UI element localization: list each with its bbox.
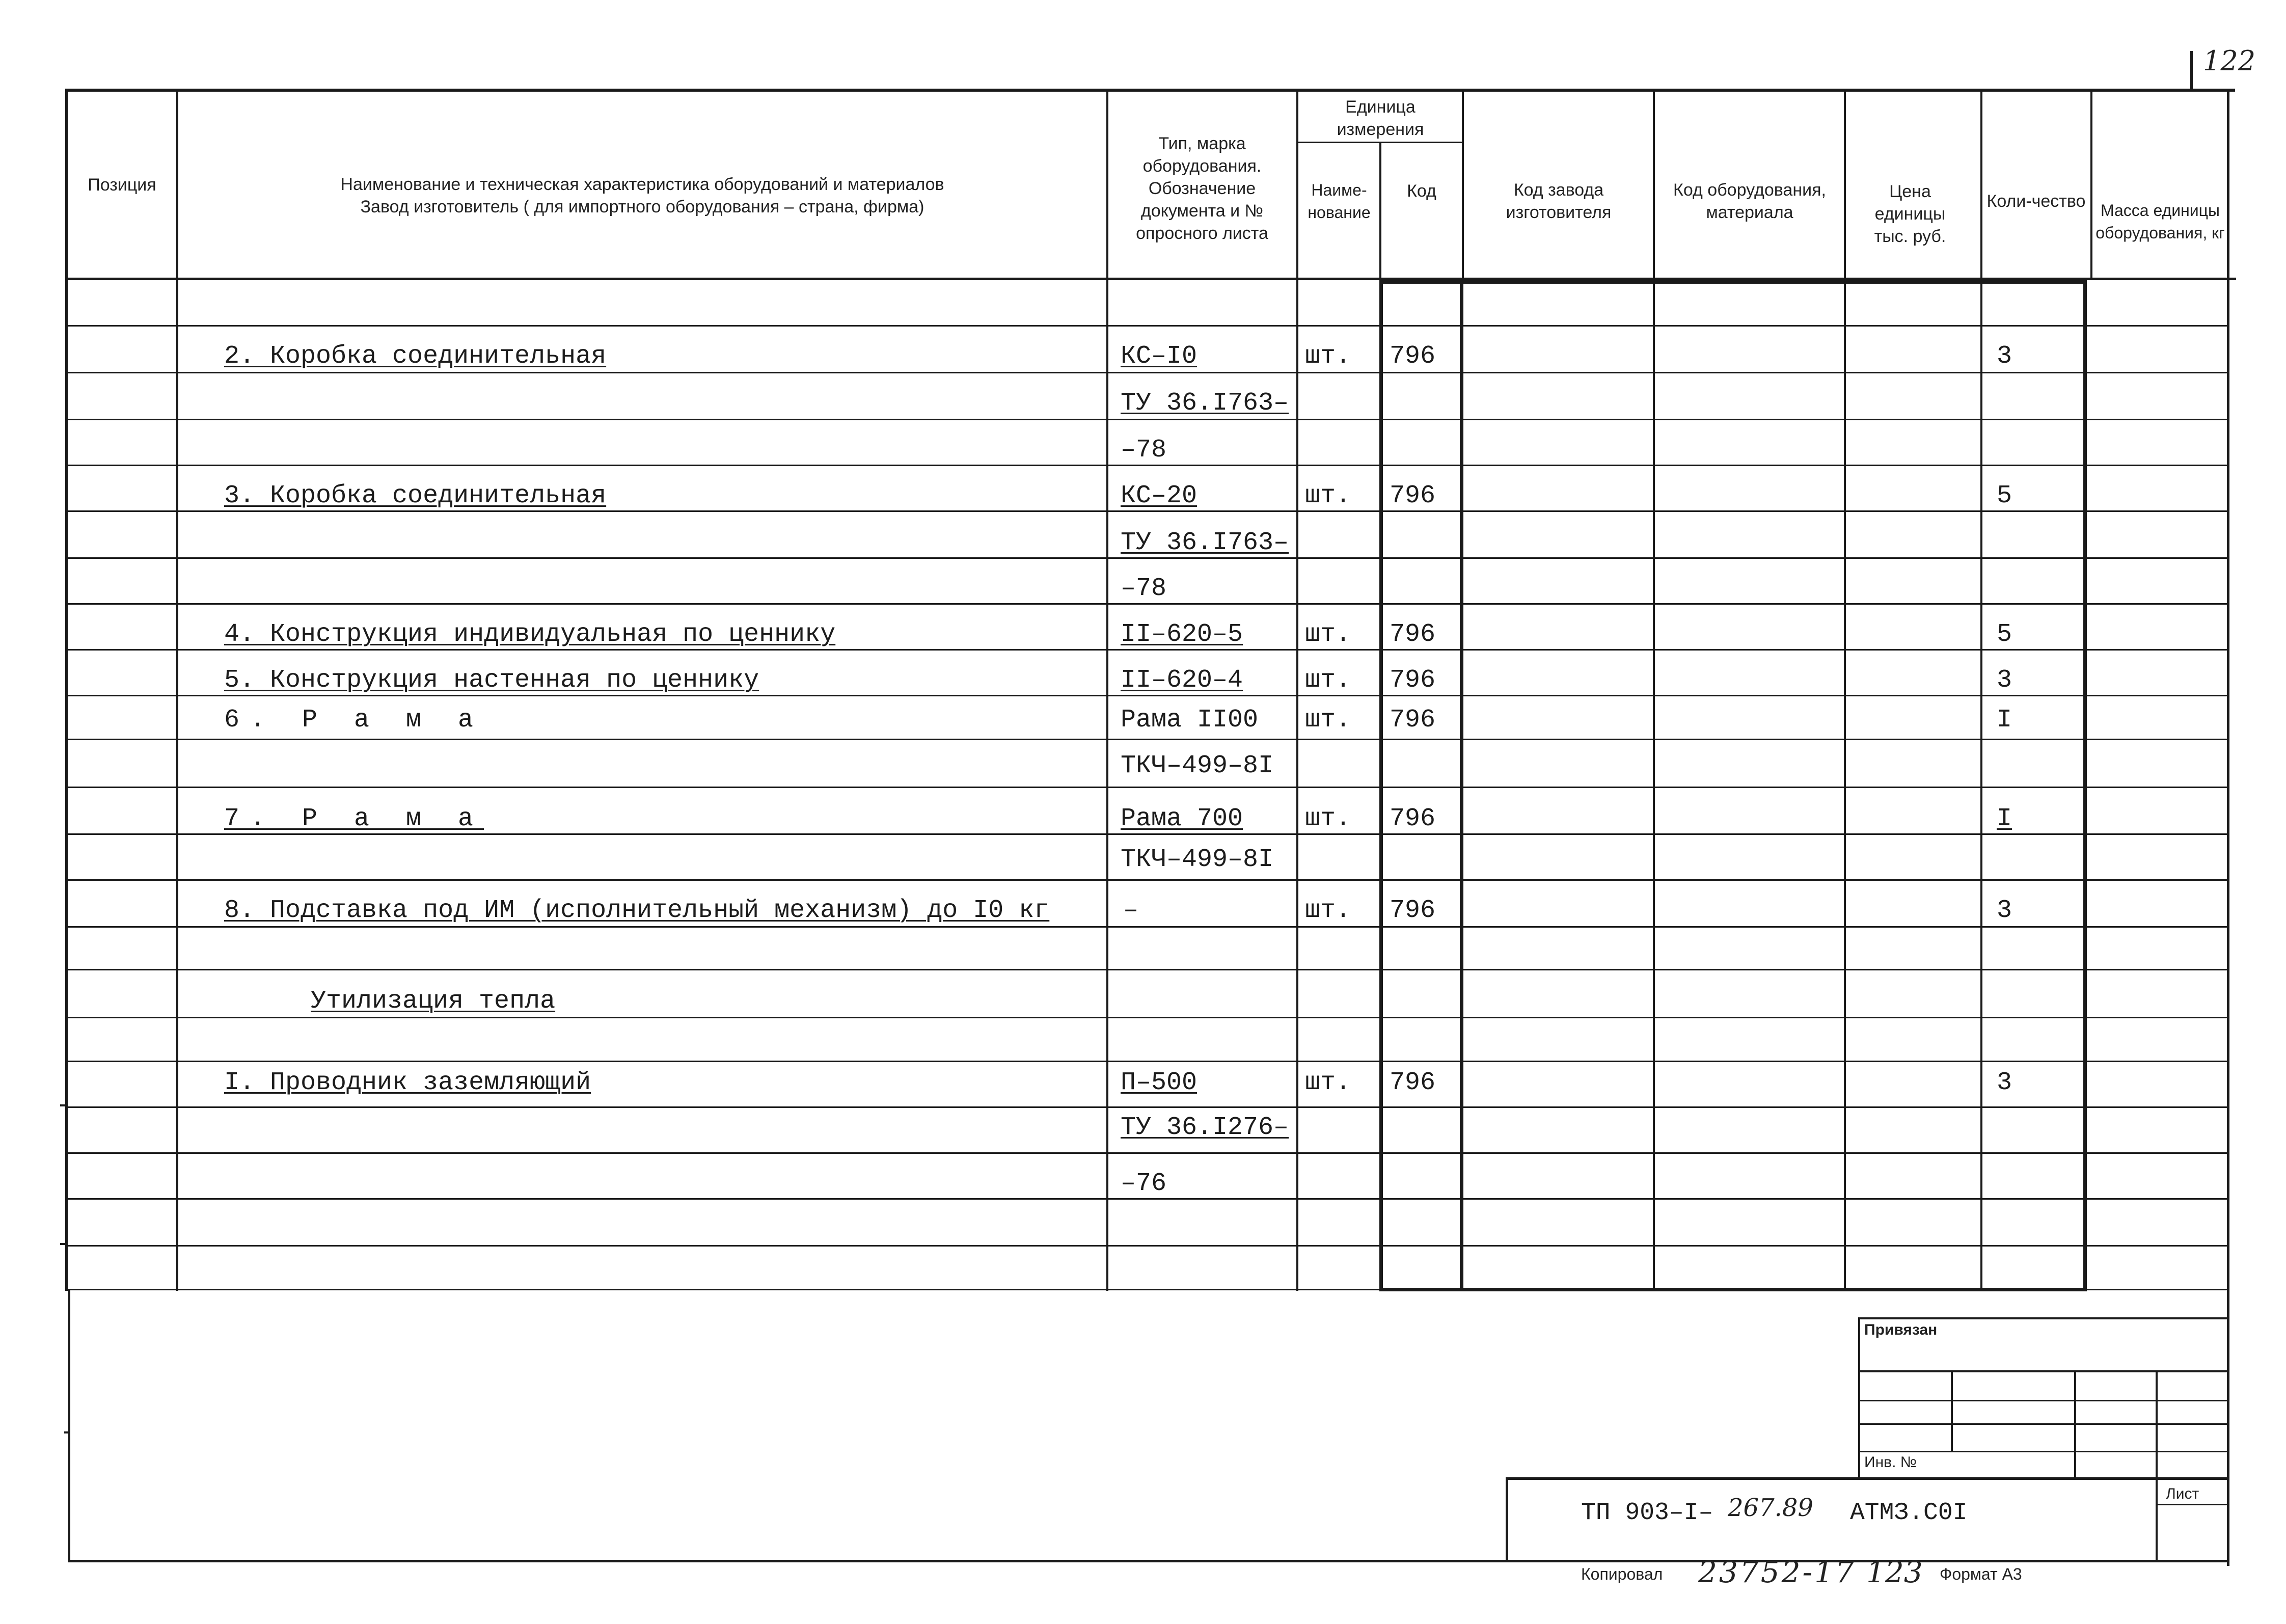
row-name: 4. Конструкция индивидуальная по ценнику (224, 620, 836, 649)
header-type: Тип, марка оборудования. Обозначение документа и № опросного листа (1136, 134, 1268, 243)
margin-tick (60, 1243, 67, 1245)
col-line-type (1296, 89, 1298, 1291)
page-number-mark (2190, 51, 2193, 91)
row-unit: шт. (1305, 1068, 1351, 1097)
docbox-sheet-divider (2156, 1479, 2158, 1562)
row-line (65, 1106, 2228, 1108)
doc-prefix: ТП 903–I– (1581, 1499, 1713, 1527)
row-type: – (1123, 896, 1139, 925)
row-type: ТУ 36.I276– (1121, 1113, 1289, 1142)
col-line-unit-code-head (1462, 89, 1464, 278)
row-name: 3. Коробка соединительная (224, 481, 607, 510)
row-code: 796 (1390, 1068, 1436, 1097)
margin-tick (64, 1431, 68, 1433)
row-code: 796 (1390, 666, 1436, 695)
format-label: Формат А3 (1940, 1565, 2022, 1583)
row-line (65, 603, 2228, 605)
header-quantity: Коли-чество (1986, 192, 2086, 211)
row-type: КС–20 (1121, 481, 1198, 510)
row-line (65, 325, 2228, 327)
col-line-unit-name (1379, 280, 1383, 1291)
row-unit: шт. (1305, 706, 1351, 735)
inv-no-label: Инв. № (1864, 1454, 1917, 1471)
col-line-price (1980, 89, 1982, 1291)
docbox-left (1506, 1477, 1508, 1562)
row-name: 2. Коробка соединительная (224, 342, 607, 371)
col-line-name (1106, 89, 1108, 1291)
stamp-left (1858, 1317, 1860, 1479)
row-line (65, 1061, 2228, 1062)
row-unit: шт. (1305, 896, 1351, 925)
row-code: 796 (1390, 706, 1436, 735)
copy-number: 23752-17 (1698, 1555, 1856, 1589)
row-unit: шт. (1305, 342, 1351, 371)
col-line-unit-code (1460, 280, 1463, 1291)
row-line (65, 557, 2228, 559)
row-qty: I (1997, 706, 2012, 735)
row-type: –78 (1121, 436, 1167, 465)
row-unit: шт. (1305, 620, 1351, 649)
row-line (65, 787, 2228, 788)
row-type: –78 (1121, 574, 1167, 603)
col-line-quantity-head (2090, 89, 2092, 278)
frame-left-lower (68, 1289, 70, 1562)
col-line-position (176, 89, 178, 1291)
stamp-top (1858, 1317, 2229, 1319)
row-line (65, 510, 2228, 512)
table-top-border (65, 89, 2235, 92)
row-qty: 3 (1997, 342, 2012, 371)
row-qty: 5 (1997, 620, 2012, 649)
row-line (65, 372, 2228, 373)
attached-label: Привязан (1864, 1321, 1938, 1338)
row-name: 6. Р а м а (224, 706, 484, 735)
doc-code: АТМЗ.С0I (1850, 1499, 1968, 1527)
row-line (65, 419, 2228, 420)
stamp-line (1858, 1370, 2229, 1372)
row-name: 8. Подставка под ИМ (исполнительный механизм) до I0 кг (224, 896, 1050, 925)
row-line (65, 1017, 2228, 1018)
row-code: 796 (1390, 896, 1436, 925)
row-type: ТУ 36.I763– (1121, 528, 1289, 557)
stamp-divider (1951, 1370, 1953, 1452)
row-type: ТКЧ–499–8I (1121, 751, 1274, 780)
row-line (65, 926, 2228, 928)
row-unit: шт. (1305, 666, 1351, 695)
doc-handwritten-number: 267.89 (1728, 1494, 1813, 1522)
header-mass: Масса единицы оборудования, кг (2096, 201, 2225, 242)
row-line (65, 1245, 2228, 1247)
row-qty: 3 (1997, 1068, 2012, 1097)
copy-page: 123 (1866, 1555, 1923, 1589)
page-number: 122 (2203, 45, 2256, 77)
row-code: 796 (1390, 481, 1436, 510)
copied-label: Копировал (1581, 1565, 1663, 1583)
row-type: Рама 700 (1121, 804, 1243, 833)
row-code: 796 (1390, 620, 1436, 649)
section-heading: Утилизация тепла (311, 987, 556, 1016)
stamp-line (1858, 1423, 2229, 1425)
row-type: Рама II00 (1121, 706, 1259, 735)
row-line (65, 1152, 2228, 1154)
col-line-equipment (1844, 89, 1846, 1291)
row-qty: 3 (1997, 896, 2012, 925)
margin-tick (60, 1104, 67, 1106)
row-type: II–620–5 (1121, 620, 1243, 649)
row-line (65, 739, 2228, 740)
header-factory-code: Код завода изготовителя (1506, 180, 1612, 222)
row-type: –76 (1121, 1169, 1167, 1198)
header-position: Позиция (88, 175, 156, 195)
col-line-factory (1653, 89, 1655, 1291)
row-code: 796 (1390, 342, 1436, 371)
bold-frame-top (1379, 280, 2087, 284)
header-name-line2: Завод изготовитель ( для импортного оборудования – страна, фирма) (360, 197, 924, 216)
header-unit-code: Код (1407, 181, 1436, 201)
stamp-divider (2074, 1370, 2076, 1479)
stamp-line (1858, 1400, 2229, 1401)
row-type: ТУ 36.I763– (1121, 389, 1289, 418)
row-type: КС–I0 (1121, 342, 1198, 371)
row-line (65, 879, 2228, 881)
col-line-unit-name-head (1379, 142, 1381, 278)
row-line (65, 649, 2228, 651)
row-type: II–620–4 (1121, 666, 1243, 695)
row-line (65, 1198, 2228, 1200)
row-unit: шт. (1305, 804, 1351, 833)
row-line (65, 465, 2228, 466)
docbox-top (1506, 1477, 2229, 1480)
header-price: Цена единицы тыс. руб. (1874, 182, 1946, 246)
row-line (65, 1289, 2228, 1290)
col-line-quantity (2083, 280, 2087, 1291)
docbox-sheet-line (2156, 1504, 2229, 1505)
sheet-label: Лист (2166, 1485, 2199, 1502)
row-qty: 5 (1997, 481, 2012, 510)
header-unit-group: Единица измерения (1337, 97, 1424, 139)
header-equipment-code: Код оборудования, материала (1673, 180, 1826, 222)
row-qty: I (1997, 804, 2012, 833)
row-qty: 3 (1997, 666, 2012, 695)
row-code: 796 (1390, 804, 1436, 833)
row-name: 7. Р а м а (224, 804, 484, 833)
col-line-right (2227, 89, 2229, 1566)
header-name-line1: Наименование и техническая характеристика оборудований и материалов (340, 175, 944, 194)
row-line (65, 969, 2228, 970)
header-unit-name: Наиме-нование (1308, 181, 1371, 222)
row-line (65, 833, 2228, 835)
row-name: I. Проводник заземляющий (224, 1068, 591, 1097)
row-type: П–500 (1121, 1068, 1198, 1097)
row-name: 5. Конструкция настенная по ценнику (224, 666, 759, 695)
stamp-divider (2156, 1370, 2158, 1479)
row-line (65, 695, 2228, 696)
row-type: ТКЧ–499–8I (1121, 845, 1274, 874)
row-unit: шт. (1305, 481, 1351, 510)
stamp-line (1858, 1451, 2229, 1452)
